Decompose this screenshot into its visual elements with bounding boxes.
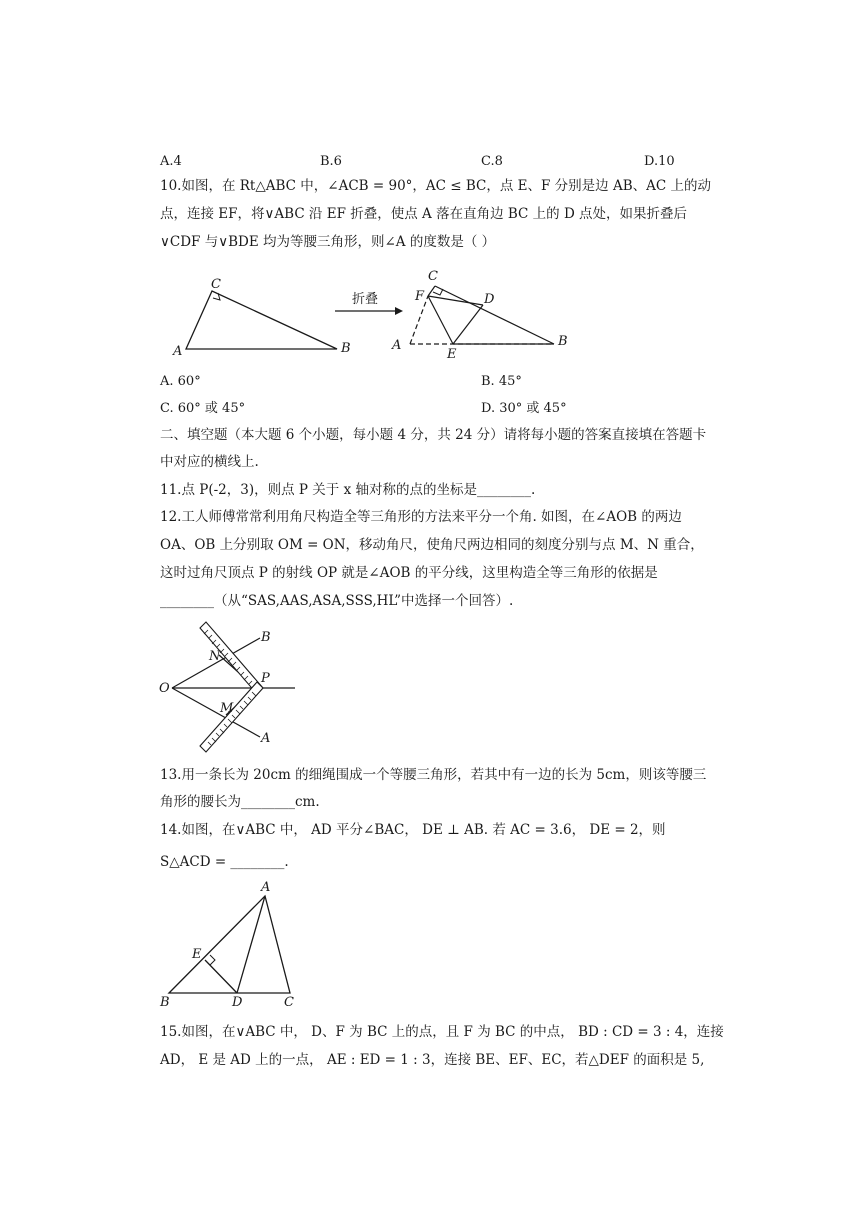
q10-right-label-b: B [558,334,568,349]
q14-label-c: C [284,995,294,1010]
q12-line-2: OA、OB 上分别取 OM = ON，移动角尺，使角尺两边相同的刻度分别与点 M、N 重合， [160,537,704,553]
q12-line-1: 12.工人师傅常常利用角尺构造全等三角形的方法来平分一个角. 如图，在∠AOB 的两边 [160,509,682,525]
q14-line-1: 14.如图，在∨ABC 中， AD 平分∠BAC， DE ⊥ AB. 若 AC = 3.6， DE = 2，则 [160,822,666,838]
q13-line-2: 角形的腰长为________cm. [160,794,320,810]
q10-right-label-d: D [484,292,495,307]
q10-left-label-b: B [341,341,351,356]
q11-text: 11.点 P(-2，3)，则点 P 关于 x 轴对称的点的坐标是________. [160,482,536,498]
q10-right-label-a: A [392,338,402,353]
q12-line-4: ________（从“SAS,AAS,ASA,SSS,HL”中选择一个回答）. [160,593,514,609]
q10-line-1: 10.如图，在 Rt△ABC 中，∠ACB = 90°，AC ≤ BC，点 E、F 分别是边 AB、AC 上的动 [160,178,712,194]
q14-line-2: S△ACD = ________. [160,854,289,870]
q10-right-label-f: F [415,289,425,304]
q12-label-b: B [261,630,271,645]
q10-left-label-c: C [211,277,221,292]
q12-line-3: 这时过角尺顶点 P 的射线 OP 就是∠AOB 的平分线，这里构造全等三角形的依据是 [160,565,658,581]
q10-right-label-e: E [447,347,457,362]
q14-label-a: A [261,880,271,895]
q12-label-n: N [209,649,221,664]
q10-right-label-c: C [428,269,438,284]
q12-label-m: M [220,701,234,716]
q13-line-1: 13.用一条长为 20cm 的细绳围成一个等腰三角形，若其中有一边的长为 5cm，则该等腰三 [160,767,707,783]
q12-label-p: P [261,671,270,686]
section2-line-2: 中对应的横线上. [160,454,259,470]
q10-option-c: C. 60° 或 45° [160,401,246,416]
q10-line-2: 点，连接 EF，将∨ABC 沿 EF 折叠，使点 A 落在直角边 BC 上的 D 点处，如果折叠后 [160,206,688,222]
section2-line-1: 二、填空题（本大题 6 个小题，每小题 4 分，共 24 分）请将每小题的答案直接填在答题卡 [160,427,707,443]
q14-label-e: E [192,947,202,962]
q10-option-a: A. 60° [160,374,201,389]
q12-label-a: A [261,731,271,746]
q14-label-b: B [160,995,170,1010]
q9-option-d: D.10 [644,154,675,169]
q10-left-label-a: A [173,344,183,359]
q15-line-2: AD， E 是 AD 上的一点， AE : ED = 1 : 3，连接 BE、EF、EC，若△DEF 的面积是 5, [160,1052,705,1068]
q9-option-a: A.4 [160,154,182,169]
q9-option-b: B.6 [320,154,342,169]
q15-line-1: 15.如图，在∨ABC 中， D、F 为 BC 上的点，且 F 为 BC 的中点， BD : CD = 3 : 4，连接 [160,1024,724,1040]
q9-option-c: C.8 [481,154,503,169]
q10-line-3: ∨CDF 与∨BDE 均为等腰三角形，则∠A 的度数是（ ） [160,234,496,250]
q12-label-o: O [159,681,170,696]
q10-option-b: B. 45° [481,374,522,389]
q10-option-d: D. 30° 或 45° [481,401,567,416]
q10-fold-label: 折叠 [352,292,379,307]
q14-label-d: D [232,995,243,1010]
